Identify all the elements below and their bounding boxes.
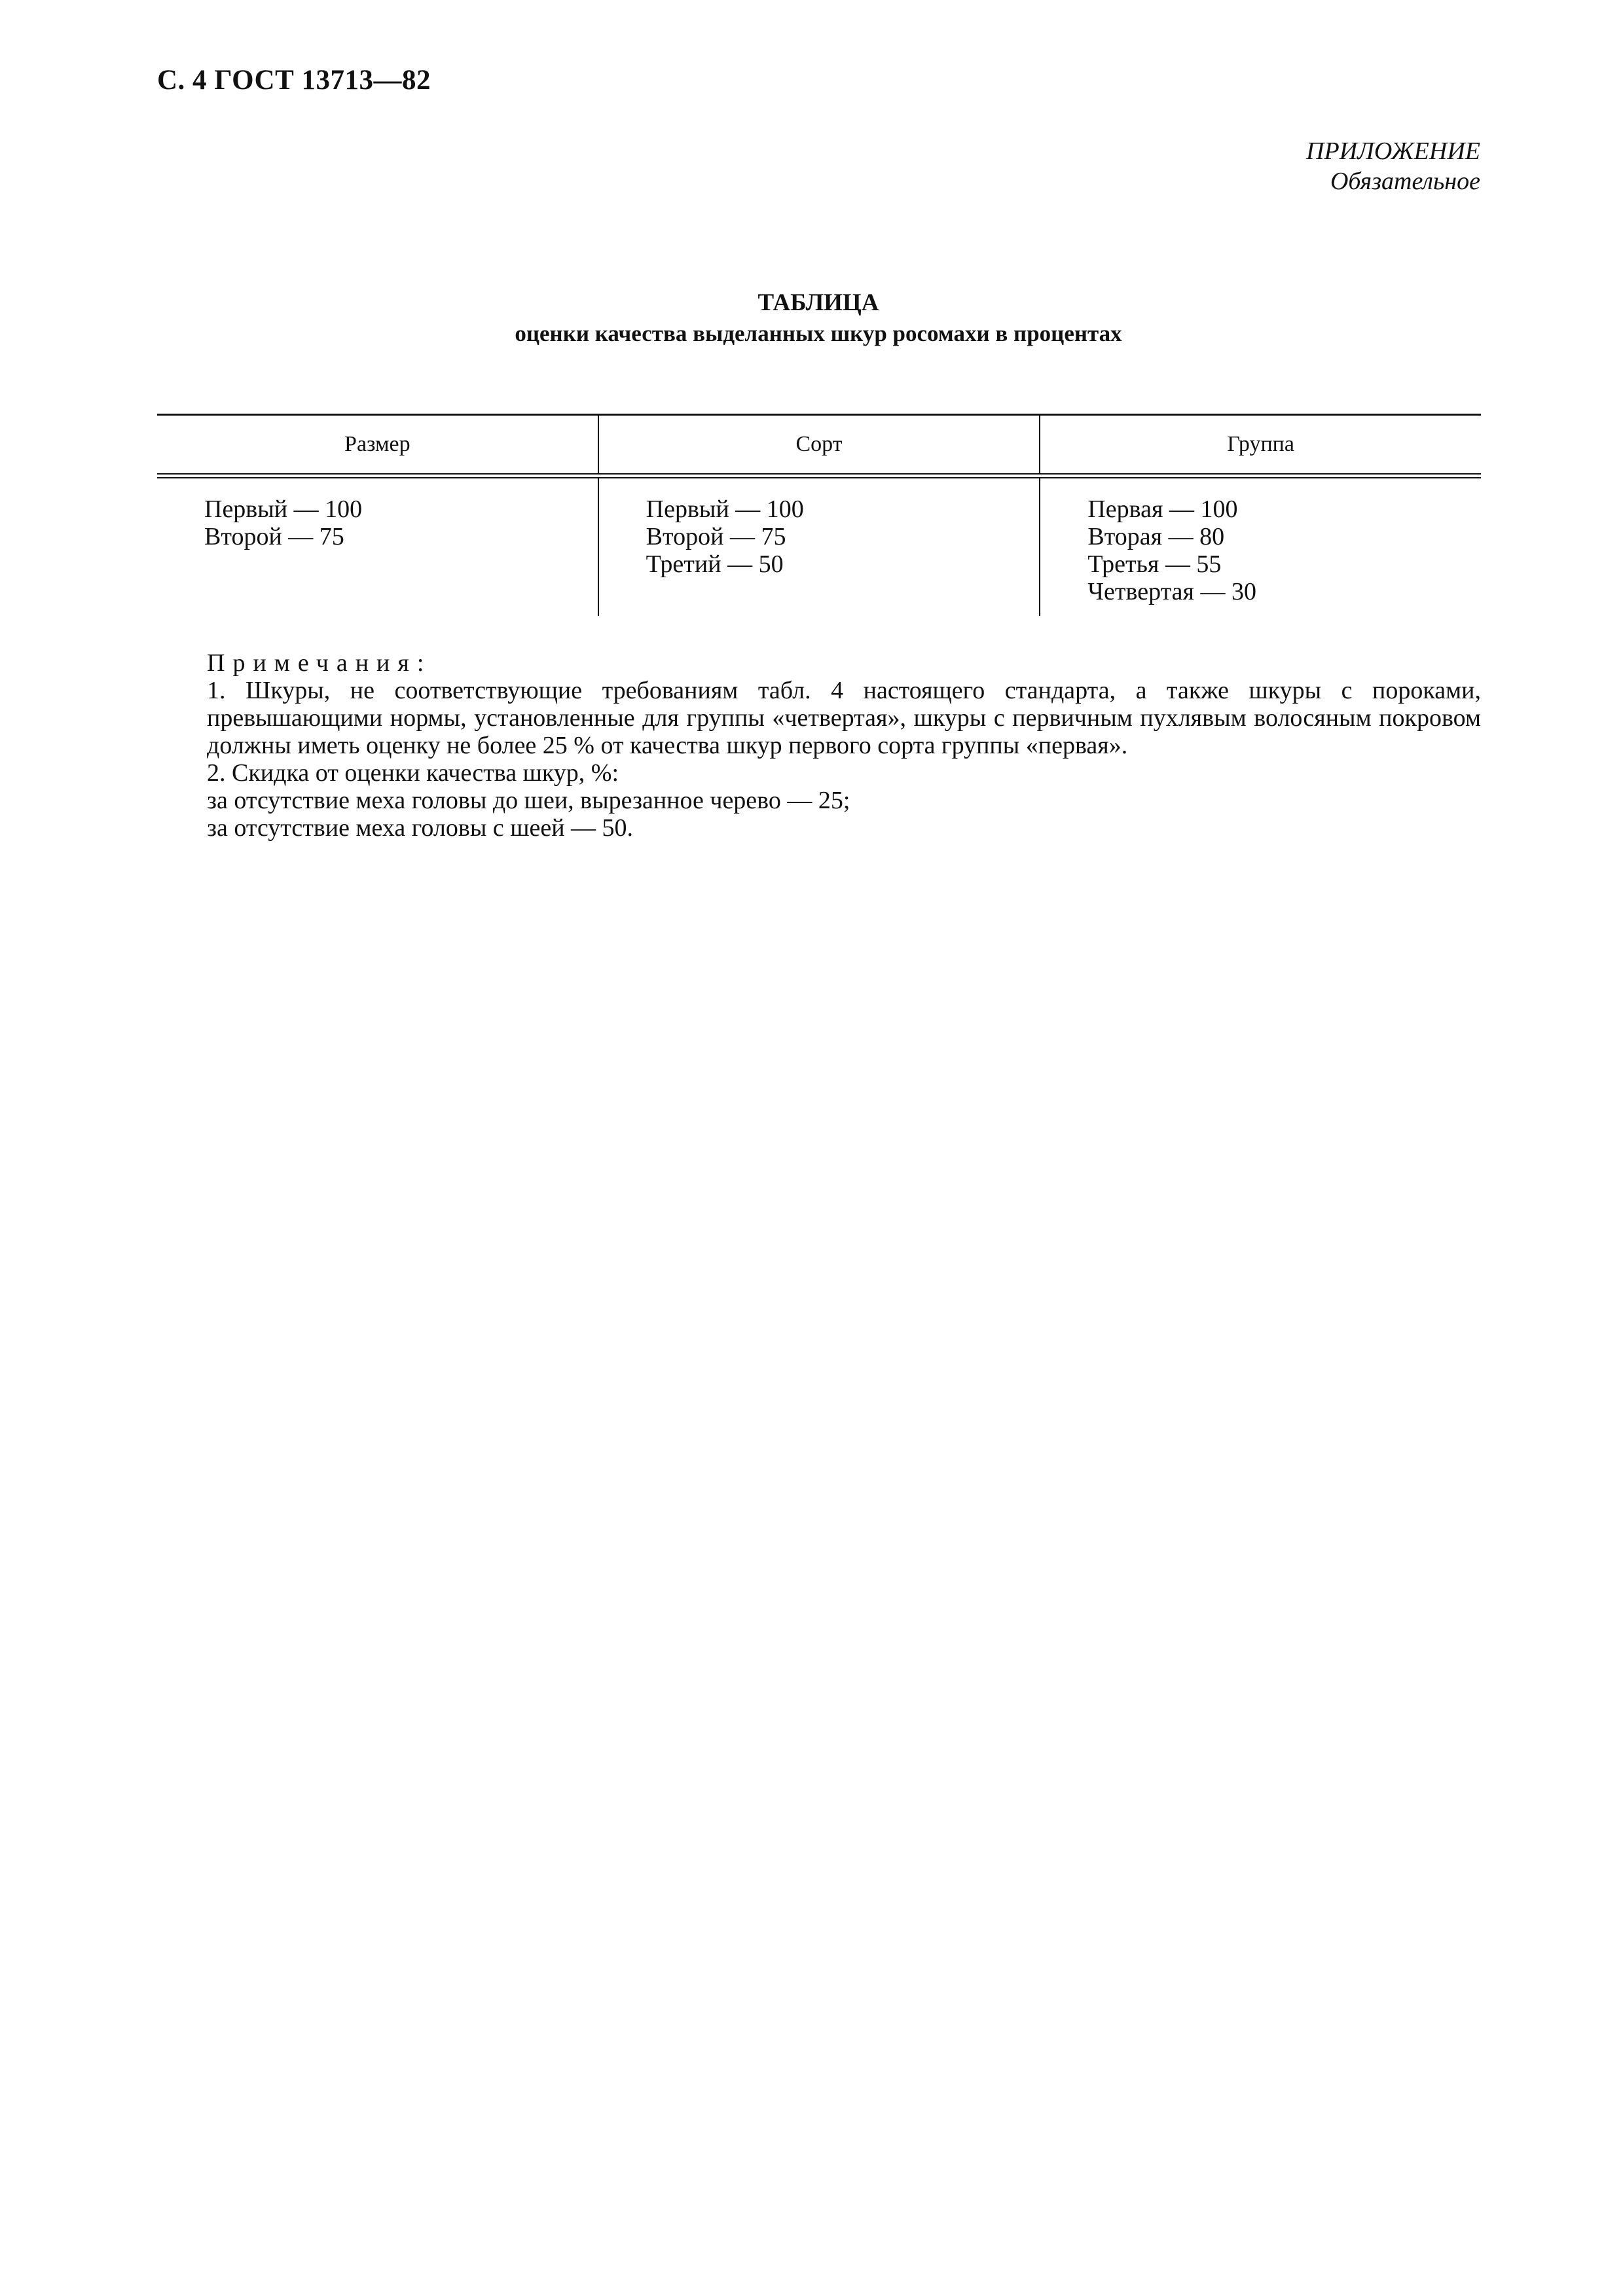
cell-grade [598, 478, 1040, 616]
appendix-status: Обязательное [1330, 168, 1480, 195]
header-double-rule [157, 473, 1481, 478]
cell-size [157, 478, 598, 616]
note-1: 1. Шкуры, не соответствующие требованиям табл. 4 настоящего стандарта, а также шкуры с пороками, превышающими нормы, установленные для группы «четвертая», шкуры с первичным пухлявым волосяным покровом должны иметь оценку не более 25 % от качества шкур первого сорта группы «первая». [207, 677, 1481, 759]
note-2-item: за отсутствие меха головы с шеей — 50. [207, 814, 634, 842]
column-header-group: Группа [1039, 416, 1481, 473]
note-2-item: за отсутствие меха головы до шеи, вырезанное черево — 25; [207, 787, 850, 814]
notes-heading: Примечания: [207, 649, 432, 677]
notes-section [157, 649, 1481, 842]
cell-size-line: Второй — 75 [204, 523, 344, 550]
column-header-size: Размер [344, 432, 410, 456]
quality-table [157, 414, 1481, 616]
cell-grade-line: Первый — 100 [646, 495, 804, 523]
appendix-label: ПРИЛОЖЕНИЕ [1306, 137, 1480, 165]
table-subtitle: оценки качества выделанных шкур росомахи в процентах [515, 321, 1122, 346]
table-body-row [157, 478, 1481, 616]
table-title: ТАБЛИЦА [757, 289, 879, 316]
note-2: 2. Скидка от оценки качества шкур, %: [207, 759, 619, 787]
cell-group-line: Четвертая — 30 [1087, 578, 1257, 605]
cell-group [1039, 478, 1481, 616]
appendix-label-block [1306, 136, 1480, 196]
page-header-code: С. 4 ГОСТ 13713—82 [157, 65, 431, 96]
column-header-grade: Сорт [598, 416, 1040, 473]
cell-group-line: Третья — 55 [1087, 550, 1222, 578]
cell-group-line: Вторая — 80 [1087, 523, 1225, 550]
cell-group-line: Первая — 100 [1087, 495, 1238, 523]
cell-size-line: Первый — 100 [204, 495, 363, 523]
table-title-block [157, 287, 1480, 348]
cell-grade-line: Второй — 75 [646, 523, 786, 550]
cell-grade-line: Третий — 50 [646, 550, 784, 578]
table-header-row [157, 414, 1481, 473]
